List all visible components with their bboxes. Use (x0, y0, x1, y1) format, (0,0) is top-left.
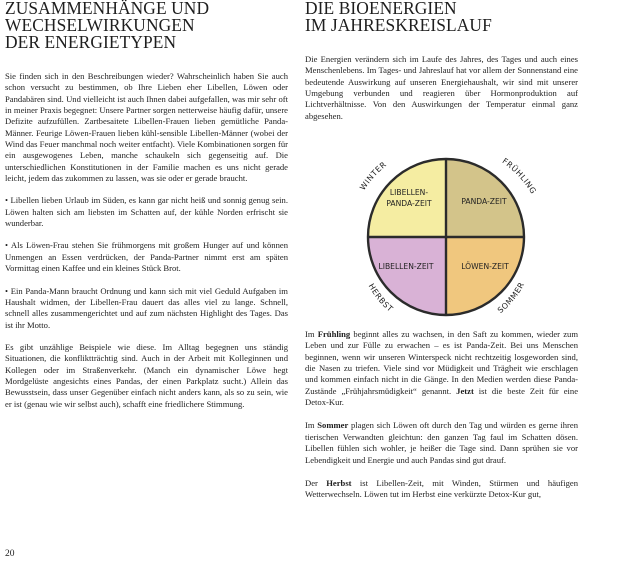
bold-fruehling: Frühling (317, 329, 351, 340)
season-sommer: SOMMER (495, 280, 527, 316)
season-herbst: HERBST (366, 281, 395, 314)
label-panda-zeit: PANDA-ZEIT (461, 197, 507, 206)
bold-jetzt: Jetzt (456, 385, 474, 396)
bullet-libellen: • Libellen lieben Urlaub im Süden, es kann gar nicht heiß und sonnig genug sein. Löwen halten sich am liebsten im Schatten auf, der kühle Norden erfrischt sie wunderbar. (5, 195, 288, 229)
label-libellen-zeit: LIBELLEN-ZEIT (378, 262, 434, 271)
page-number: 20 (5, 549, 15, 559)
label-loewen-zeit: LÖWEN-ZEIT (461, 262, 509, 271)
right-heading (305, 0, 578, 34)
left-heading-line-3: DER ENERGIETYPEN (5, 32, 177, 52)
label-libellen-panda-zeit-line-2: PANDA-ZEIT (386, 199, 432, 208)
paragraph-fruehling: Im Frühling beginnt alles zu wachsen, in den Saft zu kommen, wieder zum Leben und zur Fülle zu erwachen – es ist Panda-Zeit. Bei uns Menschen beginnen, wenn wir unseren Winterspeck nicht rechtzeitig losgeworden sind, die Nasen zu triefen. Viele sind vor Müdigkeit und Trägheit wie erschlagen und kommen einfach nicht in die Gänge. In den Medien werden diese Panda-Zustände „Frühjahrsmüdigkeit“ genannt. Jetzt ist die beste Zeit für eine Detox-Kur. (305, 329, 579, 408)
paragraph-bioenergien: Die Energien verändern sich im Laufe des Jahres, des Tages und auch eines Menschenlebens. Im Tages- und Jahreslauf hat vor allem der Sonnenstand eine bedeutende Auswirkung auf unseren Energiehaushalt, wir sind mit unserer Umgebung verbunden und reagieren über Hormonproduktion auf Lichtverhältnisse. Von den Auswirkungen der Temperatur einmal ganz abgesehen. (305, 54, 578, 121)
right-heading-line-2: IM JAHRESKREISLAUF (305, 15, 492, 35)
paragraph-beispiele: Es gibt unzählige Beispiele wie diese. Im Alltag begegnen uns ständig Situationen, die konfliktträchtig sind. Auch in der Arbeit mit Kolleginnen und Kollegen oder im Straßenverkehr. (Manch ein dynamischer Löwe hegt Mordgelüste angesichts eines Pandas, der einen Parkplatz sucht.) Allein das Bewusstsein, dass unser Gegenüber einfach nicht anders kann, als so zu sein, wie er ist (genau wie wir selbst auch), schafft eine friedlichere Stimmung. (5, 341, 288, 409)
label-libellen-panda-zeit-line-1: LIBELLEN- (389, 188, 429, 197)
season-winter: WINTER (358, 159, 389, 192)
paragraph-sommer: Im Sommer plagen sich Löwen oft durch den Tag und würden es gerne ihren tierischen Verwandten gleichtun: den ganzen Tag faul im Schatten dösen. Libellen fühlen sich wohler, je heißer die Tage sind. Dann sprühen sie vor Lebendigkeit und Energie und auch Pandas sind gut drauf. (305, 420, 578, 465)
left-heading-line-2: WECHSELWIRKUNGEN (5, 15, 195, 35)
bold-sommer: Sommer (317, 420, 349, 431)
left-heading (5, 0, 288, 51)
left-heading-line-1: ZUSAMMENHÄNGE UND (5, 0, 210, 18)
right-heading-line-1: DIE BIOENERGIEN (305, 0, 457, 18)
paragraph-herbst: Der Herbst ist Libellen-Zeit, mit Winden, Stürmen und häufigen Wetterwechseln. Löwen tut im Herbst eine verkürzte Detox-Kur gut, (305, 477, 578, 500)
paragraph-intro: Sie finden sich in den Beschreibungen wieder? Wahrscheinlich haben Sie auch schon versucht zu bestimmen, ob Ihre Lieben eher Libellen, Löwen oder Pandabären sind. Und vielleicht ist auch Ihnen dabei aufgefallen, was mir sehr oft in meiner Praxis begegnet: Unsere Partner sorgen netterweise häufig dafür, unsere Defizite aufzufüllen. Zartbesaitete Libellen-Frauen lieben gemütliche Panda-Männer. Feurige Löwen-Frauen lieben kühl-sensible Libellen-Männer (wobei der Wind das Feuer manchmal noch weiter entfacht). Viele Kombinationen sorgen für ein ausgewogenes Leben, manche schaukeln sich gegenseitig auf. Die unterschiedlichen Konstitutionen in der Familie machen es uns nicht gerade leicht, jedem das zukommen zu lassen, was sie oder er gerade braucht. (5, 71, 288, 184)
bullet-loewen: • Als Löwen-Frau stehen Sie frühmorgens mit großem Hunger auf und können Unmengen an Essen verdrücken, der Panda-Partner nimmt erst am späten Vormittag einen Kaffee und ein kleines Stück Brot. (5, 240, 288, 274)
bullet-panda: • Ein Panda-Mann braucht Ordnung und kann sich mit viel Geduld Aufgaben im Haushalt widmen, der Libellen-Frau dauert das alles viel zu lange. Schnell, schnell alles zusammengerichtet und auf zum nächsten Highlight des Tages. Das ist ihr Motto. (5, 285, 288, 330)
season-wheel-diagram (336, 137, 556, 337)
bold-herbst: Herbst (326, 477, 352, 488)
left-column (5, 0, 288, 410)
season-fruehling: FRÜHLING (500, 156, 539, 196)
